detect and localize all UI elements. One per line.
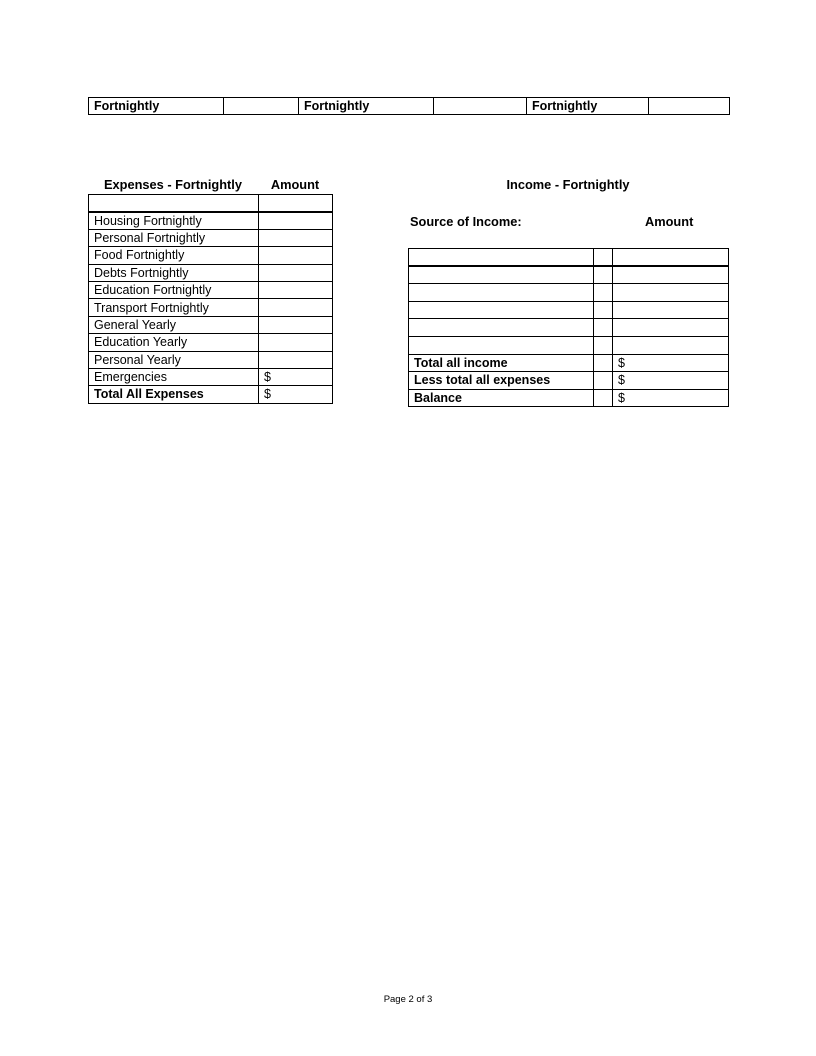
spacer-cell <box>594 336 613 354</box>
spacer-cell <box>594 319 613 337</box>
expenses-table <box>88 194 333 404</box>
expense-amount-cell <box>259 195 333 212</box>
expenses-title: Expenses - Fortnightly <box>104 177 242 192</box>
balance-amount-cell: $ <box>613 389 729 407</box>
expense-amount-cell <box>259 334 333 351</box>
table-row <box>409 319 729 337</box>
spacer-cell <box>594 389 613 407</box>
empty-cell-3 <box>649 98 730 115</box>
table-row <box>89 229 333 246</box>
expense-label-cell: Transport Fortnightly <box>89 299 259 316</box>
table-row <box>409 372 729 390</box>
expense-total-amount-cell: $ <box>259 386 333 403</box>
balance-label-cell: Balance <box>409 389 594 407</box>
table-row <box>89 212 333 229</box>
expense-label-cell: Food Fortnightly <box>89 247 259 264</box>
table-row <box>409 354 729 372</box>
table-row <box>89 368 333 385</box>
less-expenses-amount-cell: $ <box>613 372 729 390</box>
table-row <box>89 247 333 264</box>
table-row <box>409 301 729 319</box>
total-income-label-cell: Total all income <box>409 354 594 372</box>
income-amount-header: Amount <box>645 214 694 229</box>
table-row <box>409 266 729 284</box>
income-source-cell <box>409 249 594 267</box>
fortnightly-header-table <box>88 97 730 115</box>
expense-amount-cell <box>259 351 333 368</box>
spacer-cell <box>594 284 613 302</box>
expense-label-cell: Housing Fortnightly <box>89 212 259 229</box>
spacer-cell <box>594 249 613 267</box>
table-row <box>89 264 333 281</box>
expense-amount-cell <box>259 212 333 229</box>
table-row <box>89 195 333 212</box>
expense-amount-cell <box>259 264 333 281</box>
income-source-cell <box>409 336 594 354</box>
income-amount-cell <box>613 336 729 354</box>
expense-amount-cell <box>259 281 333 298</box>
expense-label-cell: Education Yearly <box>89 334 259 351</box>
table-row <box>89 299 333 316</box>
expense-label-cell: Emergencies <box>89 368 259 385</box>
less-expenses-label-cell: Less total all expenses <box>409 372 594 390</box>
page-number: Page 2 of 3 <box>383 994 433 1005</box>
expense-label-cell <box>89 195 259 212</box>
expense-amount-cell: $ <box>259 368 333 385</box>
income-title: Income - Fortnightly <box>506 177 630 192</box>
income-source-cell <box>409 284 594 302</box>
spacer-cell <box>594 354 613 372</box>
table-row <box>409 336 729 354</box>
fortnightly-cell-1: Fortnightly <box>89 98 224 115</box>
table-row <box>409 389 729 407</box>
table-row <box>89 334 333 351</box>
expense-label-cell: Personal Fortnightly <box>89 229 259 246</box>
income-amount-cell <box>613 249 729 267</box>
empty-cell-2 <box>434 98 527 115</box>
income-amount-cell <box>613 319 729 337</box>
income-amount-cell <box>613 301 729 319</box>
income-source-cell <box>409 319 594 337</box>
income-amount-cell <box>613 266 729 284</box>
table-row <box>409 249 729 267</box>
table-row <box>89 386 333 403</box>
expense-amount-cell <box>259 299 333 316</box>
expenses-header <box>88 177 332 192</box>
table-row <box>409 284 729 302</box>
expense-amount-cell <box>259 316 333 333</box>
expense-total-label-cell: Total All Expenses <box>89 386 259 403</box>
source-of-income-header: Source of Income: <box>410 214 522 229</box>
income-table <box>408 248 729 407</box>
spacer-cell <box>594 301 613 319</box>
expense-label-cell: General Yearly <box>89 316 259 333</box>
empty-cell-1 <box>224 98 299 115</box>
expense-amount-cell <box>259 247 333 264</box>
income-source-cell <box>409 266 594 284</box>
income-amount-cell <box>613 284 729 302</box>
expense-label-cell: Education Fortnightly <box>89 281 259 298</box>
expense-label-cell: Debts Fortnightly <box>89 264 259 281</box>
expense-amount-cell <box>259 229 333 246</box>
fortnightly-cell-3: Fortnightly <box>527 98 649 115</box>
table-row <box>89 351 333 368</box>
table-row <box>89 281 333 298</box>
income-source-cell <box>409 301 594 319</box>
total-income-amount-cell: $ <box>613 354 729 372</box>
expenses-amount-header: Amount <box>270 177 320 192</box>
expense-label-cell: Personal Yearly <box>89 351 259 368</box>
spacer-cell <box>594 372 613 390</box>
table-row <box>89 98 730 115</box>
fortnightly-cell-2: Fortnightly <box>299 98 434 115</box>
spacer-cell <box>594 266 613 284</box>
table-row <box>89 316 333 333</box>
